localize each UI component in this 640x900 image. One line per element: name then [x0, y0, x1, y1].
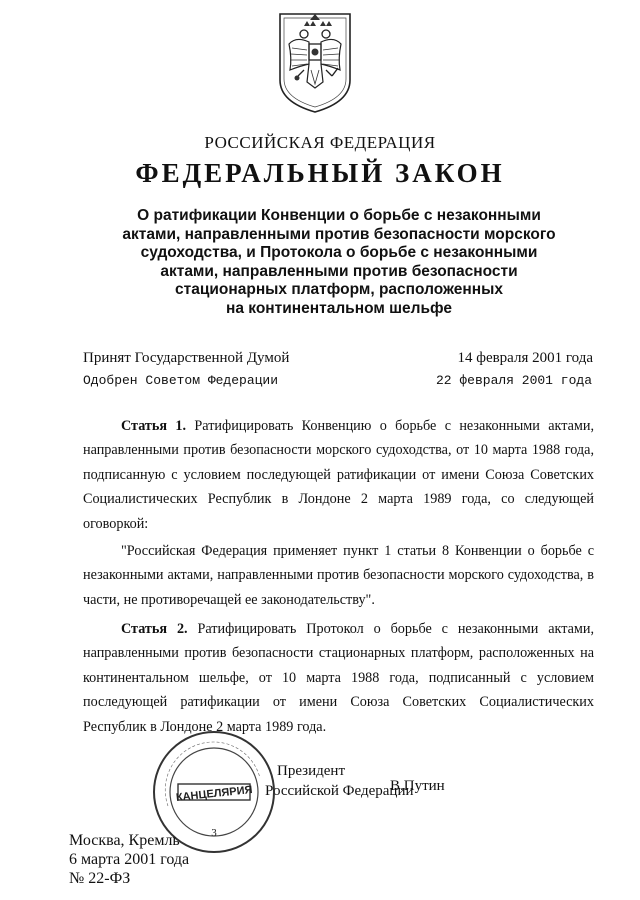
- law-number: № 22-ФЗ: [69, 870, 131, 887]
- approved-date: 22 февраля 2001 года: [435, 373, 592, 388]
- adopted-label: Принят Государственной Думой: [83, 350, 290, 366]
- subject-line: судоходства, и Протокола о борьбе с незаконными: [140, 244, 538, 261]
- law-subject: [104, 207, 574, 318]
- document-footer: [69, 831, 189, 888]
- signatory-name: В.Путин: [390, 778, 445, 794]
- subject-line: О ратификации Конвенции о борьбе с незаконными: [137, 207, 541, 224]
- subject-line: актами, направленными против безопасности: [160, 262, 518, 280]
- signatory-title-line2: Российской Федерации: [265, 783, 414, 799]
- article-1: [83, 414, 594, 536]
- article-2: [83, 617, 594, 739]
- svg-text:КАНЦЕЛЯРИЯ: КАНЦЕЛЯРИЯ: [175, 784, 254, 804]
- article-2-text: Ратифицировать Протокол о борьбе с незаконными актами, направленными против безопасности стационарных платформ, расположенных на континентальном шельфе, от 10 марта 1988 года, подписанный с условием последующей ратификации от имени Союза Советских Социалистических Республик в Лондоне 2 марта 1989 года.: [83, 621, 595, 735]
- article-1-label: Статья 1.: [121, 418, 187, 434]
- state-emblem-icon: [276, 10, 354, 116]
- reservation-quote: "Российская Федерация применяет пункт 1 статьи 8 Конвенции о борьбе с незаконными актами, направленными против безопасности морского судоходства, в части, не противоречащей ее законодательству".: [83, 543, 594, 608]
- article-2-label: Статья 2.: [121, 621, 188, 637]
- approved-label: Одобрен Советом Федерации: [83, 373, 279, 388]
- law-type-title: ФЕДЕРАЛЬНЫЙ ЗАКОН: [135, 158, 505, 188]
- signing-place: Москва, Кремль: [69, 832, 180, 849]
- signatory-title-line1: Президент: [277, 763, 345, 779]
- signing-date: 6 марта 2001 года: [69, 851, 190, 868]
- svg-text:3: 3: [211, 827, 217, 839]
- article-1-text: Ратифицировать Конвенцию о борьбе с незаконными актами, направленными против безопасности морского судоходства, от 10 марта 1988 года, подписанную с условием последующей ратификации от имени Союза Советских Социалистических Республик в Лондоне 2 марта 1989 года, со следующей оговоркой:: [83, 418, 594, 532]
- subject-line: стационарных платформ, расположенных: [175, 281, 503, 298]
- subject-line: актами, направленными против безопасности морского: [122, 225, 556, 243]
- country-name: РОССИЙСКАЯ ФЕДЕРАЦИЯ: [204, 133, 436, 152]
- adopted-date: 14 февраля 2001 года: [457, 350, 593, 366]
- subject-line: на континентальном шельфе: [225, 299, 452, 317]
